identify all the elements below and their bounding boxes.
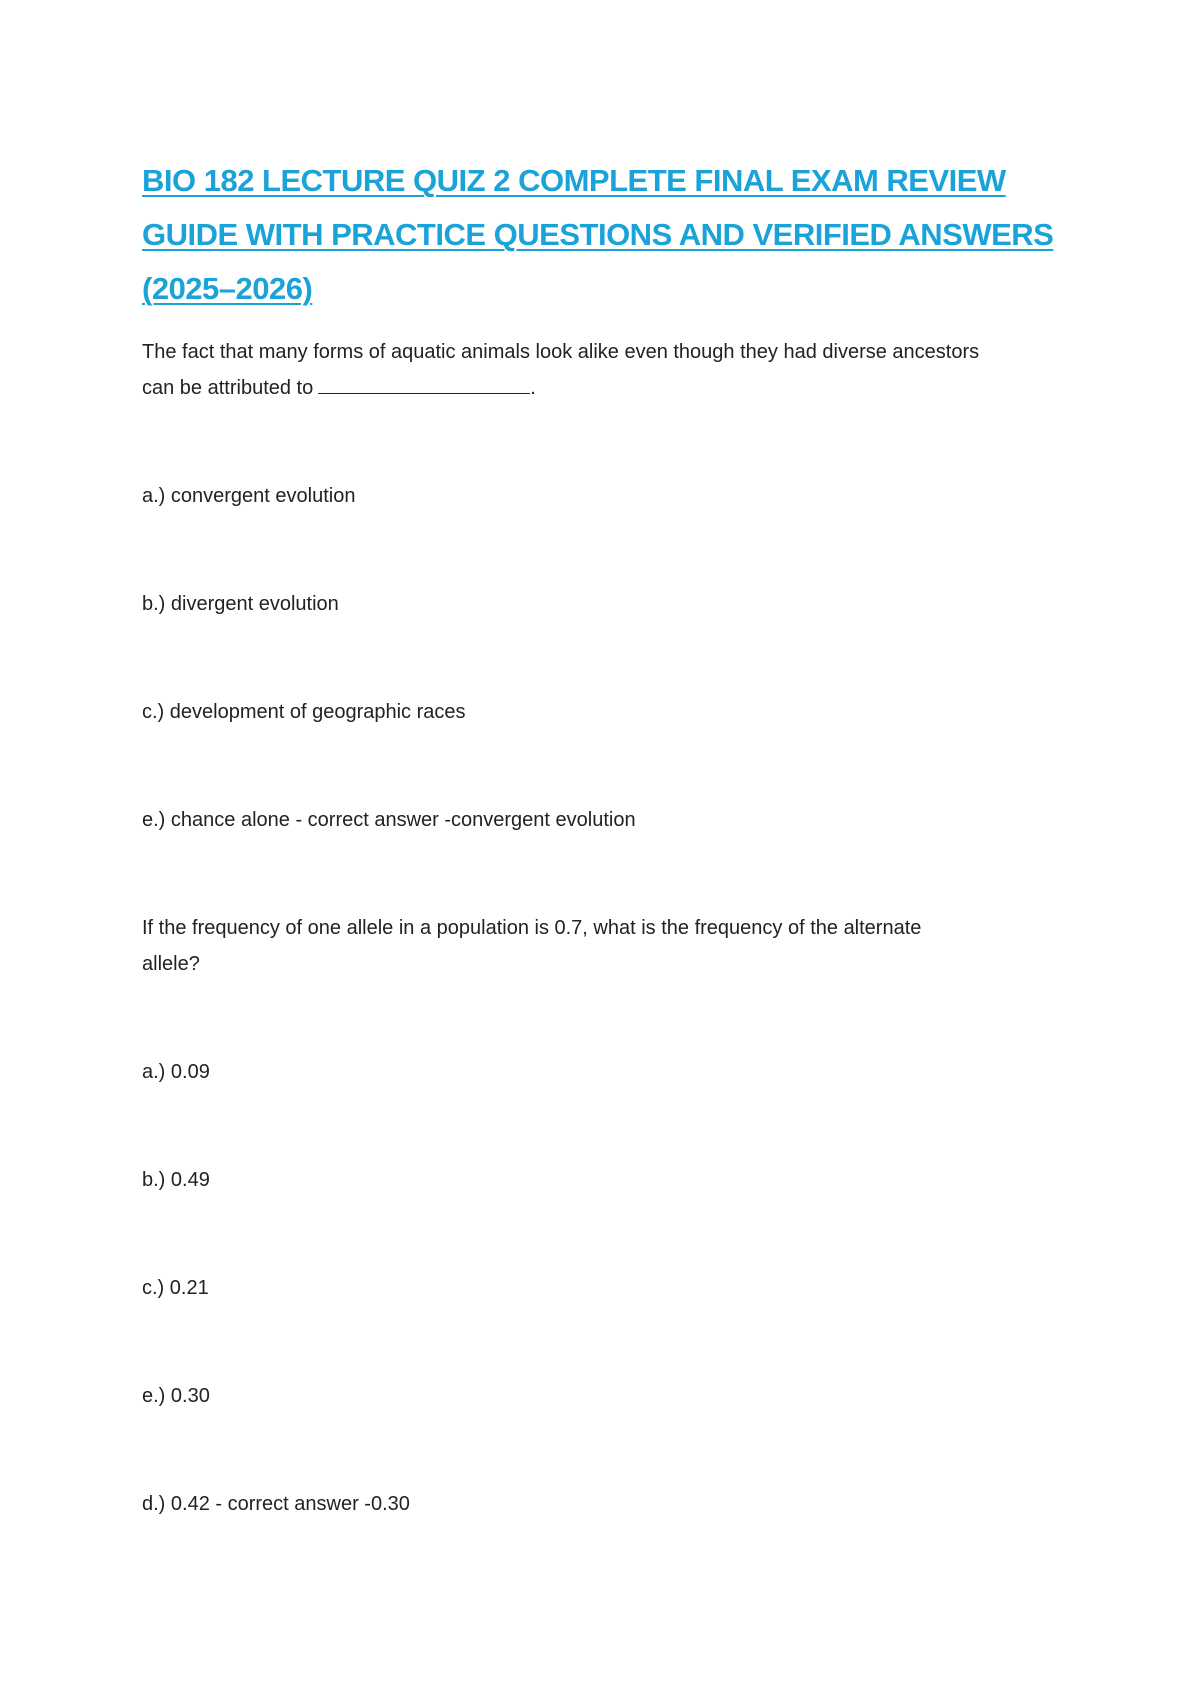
question-1-option-b: b.) divergent evolution bbox=[142, 593, 339, 615]
title-line: BIO 182 LECTURE QUIZ 2 COMPLETE FINAL EXAM REVIEW bbox=[142, 163, 1006, 198]
question-1-text bbox=[142, 334, 979, 406]
question-2-option-c: c.) 0.21 bbox=[142, 1277, 209, 1299]
question-1-option-e: e.) chance alone - correct answer -convergent evolution bbox=[142, 809, 636, 831]
question-2-line-1: If the frequency of one allele in a population is 0.7, what is the frequency of the alternate bbox=[142, 917, 922, 939]
question-1-line-1: The fact that many forms of aquatic animals look alike even though they had diverse ancestors bbox=[142, 341, 980, 363]
question-1-line-2-end: . bbox=[530, 377, 536, 399]
question-2-option-a: a.) 0.09 bbox=[142, 1061, 210, 1083]
question-2-option-b: b.) 0.49 bbox=[142, 1169, 210, 1191]
question-2-option-d: d.) 0.42 - correct answer -0.30 bbox=[142, 1493, 410, 1515]
answer-blank bbox=[318, 371, 530, 394]
title-line: (2025–2026) bbox=[142, 271, 313, 306]
question-2-line-2: allele? bbox=[142, 953, 200, 975]
question-2-option-e: e.) 0.30 bbox=[142, 1385, 210, 1407]
question-1-option-a: a.) convergent evolution bbox=[142, 485, 356, 507]
question-1-line-2: can be attributed to bbox=[142, 377, 314, 399]
question-1-option-c: c.) development of geographic races bbox=[142, 701, 466, 723]
title-line: GUIDE WITH PRACTICE QUESTIONS AND VERIFIED ANSWERS bbox=[142, 217, 1054, 252]
question-2-text bbox=[142, 910, 921, 982]
document-title bbox=[142, 154, 1082, 316]
